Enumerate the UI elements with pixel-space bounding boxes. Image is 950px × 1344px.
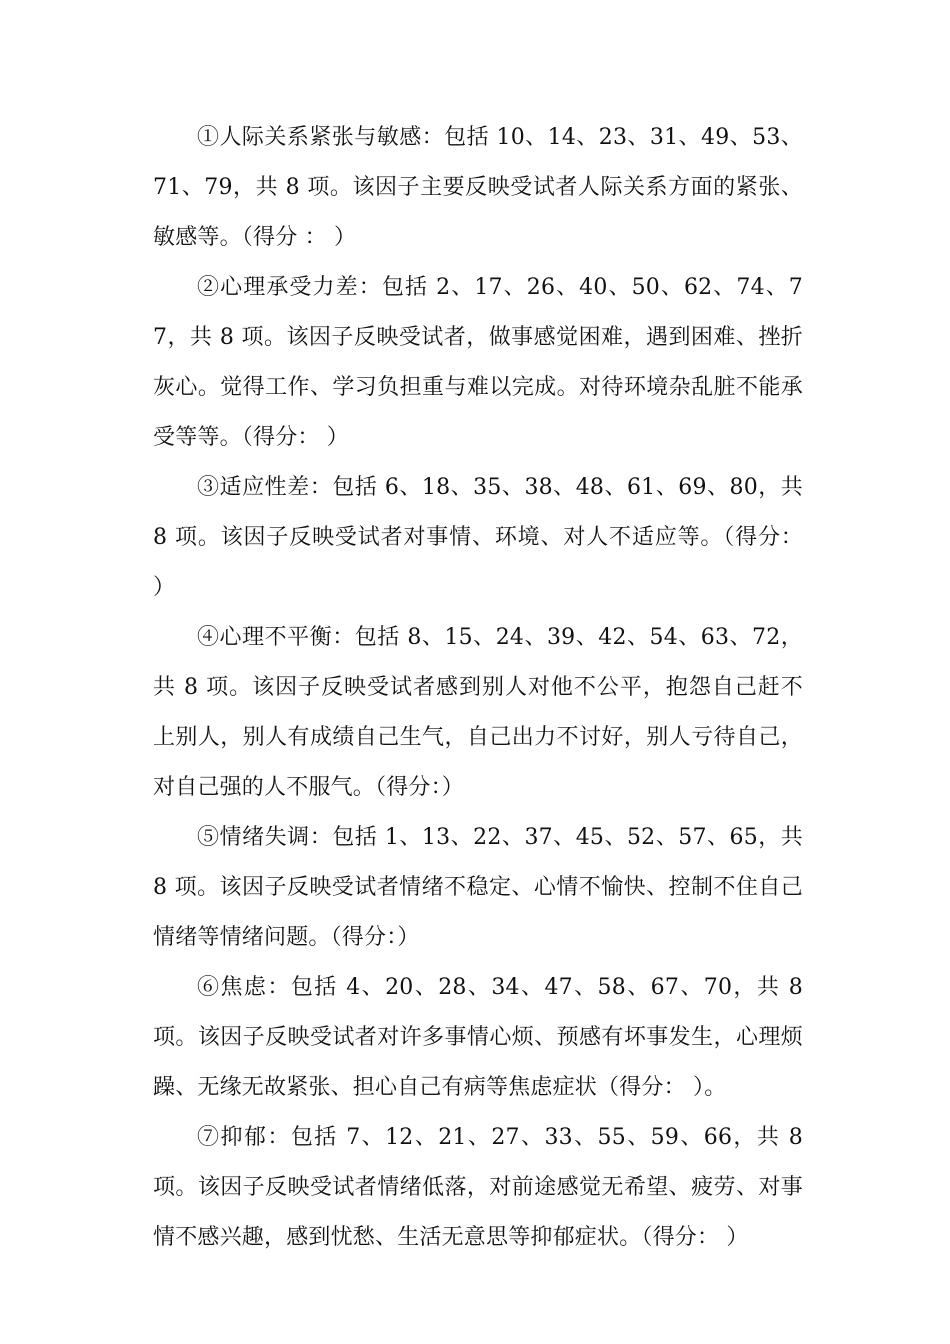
paragraph-factor-6: ⑥焦虑：包括 4、20、28、34、47、58、67、70，共 8 项。该因子反映受试者对许多事情心烦、预感有坏事发生，心理烦躁、无缘无故紧张、担心自己有病等焦虑症状（得分： ）。	[153, 975, 803, 1100]
paragraph-factor-1: ①人际关系紧张与敏感：包括 10、14、23、31、49、53、71、79，共 8 项。该因子主要反映受试者人际关系方面的紧张、敏感等。（得分 ： ）	[153, 125, 803, 250]
paragraph-factor-4: ④心理不平衡：包括 8、15、24、39、42、54、63、72，共 8 项。该因子反映受试者感到别人对他不公平，抱怨自己赶不上别人，别人有成绩自己生气，自己出力不讨好，别人亏待自己，对自己强的人不服气。（得分：）	[153, 625, 803, 800]
paragraph-factor-7: ⑦抑郁：包括 7、12、21、27、33、55、59、66，共 8 项。该因子反映受试者情绪低落，对前途感觉无希望、疲劳、对事情不感兴趣，感到忧愁、生活无意思等抑郁症状。（得分： ）	[153, 1125, 803, 1250]
paragraph-factor-5: ⑤情绪失调：包括 1、13、22、37、45、52、57、65，共 8 项。该因子反映受试者情绪不稳定、心情不愉快、控制不住自己情绪等情绪问题。（得分：）	[153, 825, 803, 950]
document-body	[153, 113, 803, 1263]
paragraph-factor-2: ②心理承受力差：包括 2、17、26、40、50、62、74、77，共 8 项。该因子反映受试者，做事感觉困难，遇到困难、挫折灰心。觉得工作、学习负担重与难以完成。对待环境杂乱脏不能承受等等。（得分： ）	[153, 275, 803, 450]
paragraph-factor-3: ③适应性差：包括 6、18、35、38、48、61、69、80，共 8 项。该因子反映受试者对事情、环境、对人不适应等。（得分： ）	[153, 475, 803, 600]
